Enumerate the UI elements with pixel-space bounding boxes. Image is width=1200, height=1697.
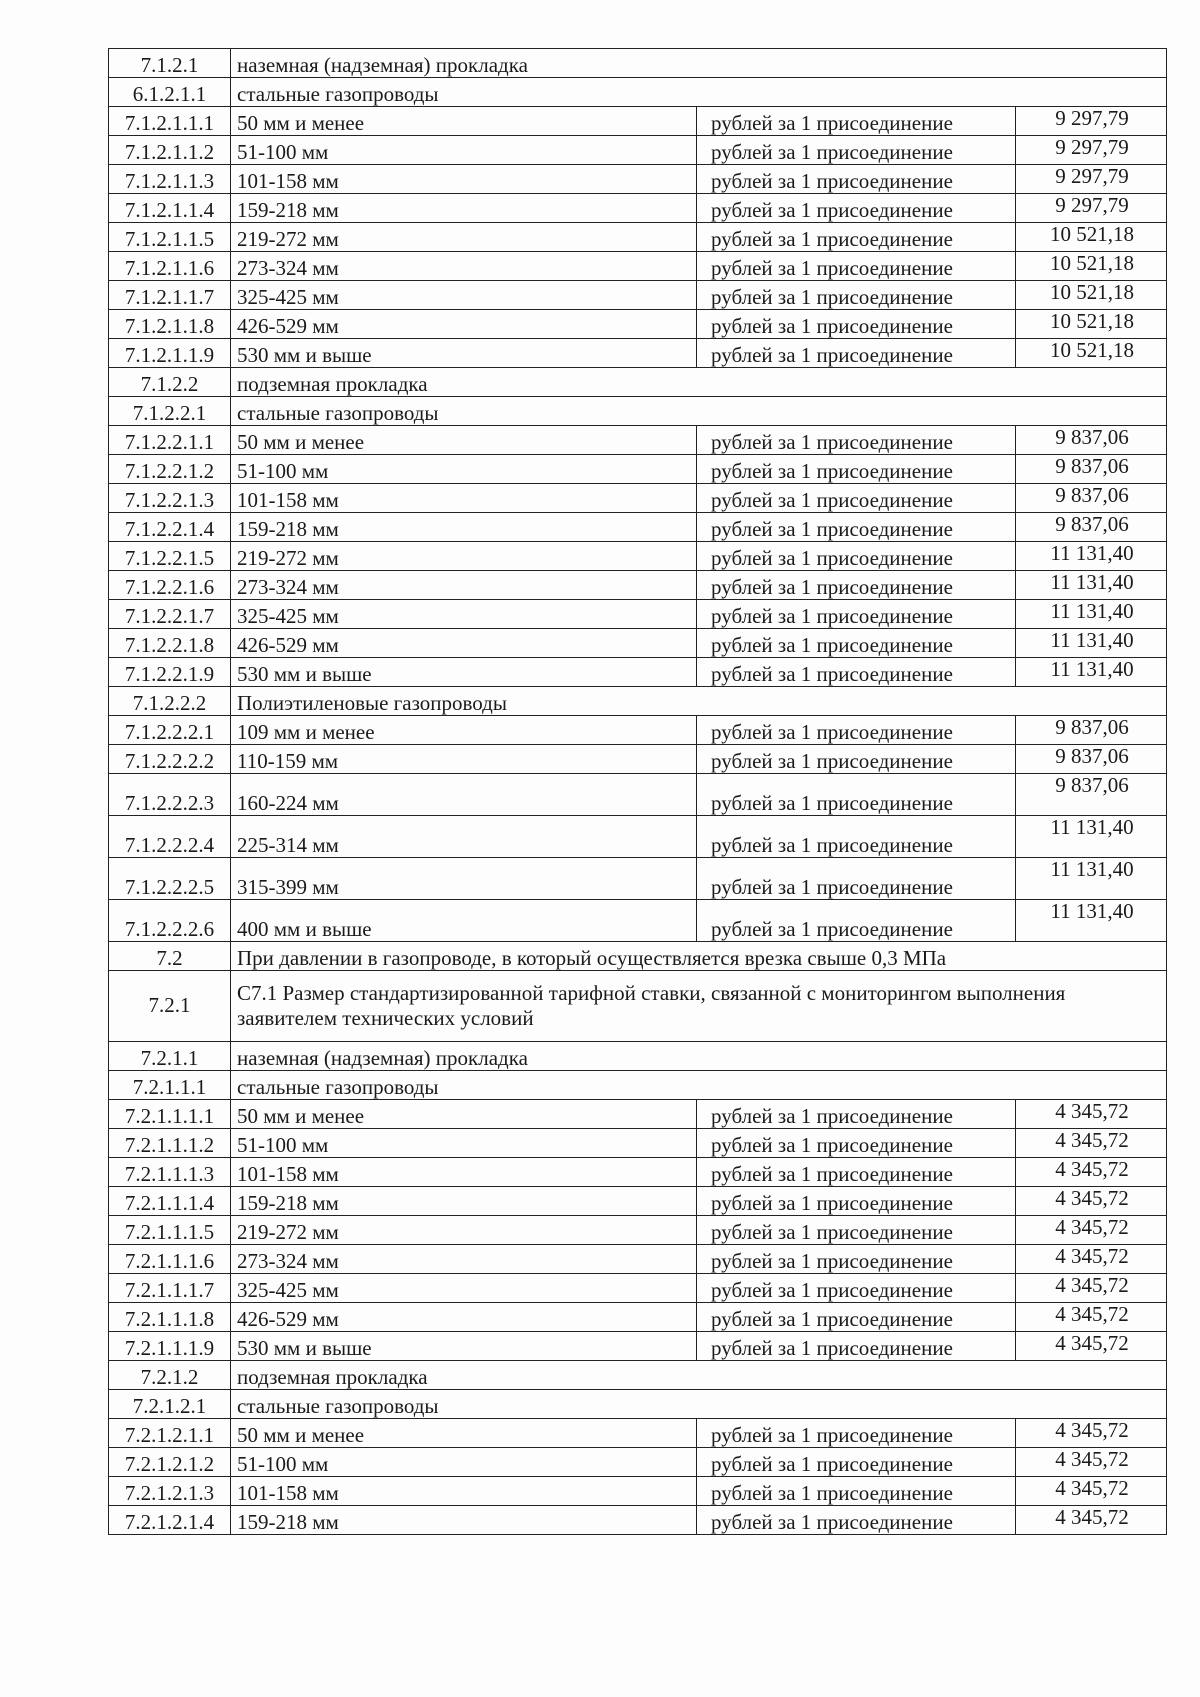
row-description: 101-158 мм [231, 1158, 697, 1187]
row-description: 225-314 мм [231, 816, 697, 858]
row-unit: рублей за 1 присоединение [697, 745, 1016, 774]
heading-row [109, 971, 1167, 1042]
table-row [109, 107, 1167, 136]
table-row [109, 455, 1167, 484]
table-row [109, 484, 1167, 513]
row-code: 7.2.1.1.1.8 [109, 1303, 231, 1332]
table-row [109, 1216, 1167, 1245]
row-description: 109 мм и менее [231, 716, 697, 745]
row-description: 50 мм и менее [231, 1419, 697, 1448]
row-code: 7.1.2.1.1.6 [109, 252, 231, 281]
row-description: 426-529 мм [231, 629, 697, 658]
row-code: 7.2.1.1.1.3 [109, 1158, 231, 1187]
section-title: Полиэтиленовые газопроводы [231, 687, 1167, 716]
row-code: 7.2.1.1.1.5 [109, 1216, 231, 1245]
row-description: 51-100 мм [231, 1129, 697, 1158]
row-value: 9 297,79 [1016, 107, 1167, 136]
row-value: 4 345,72 [1016, 1303, 1167, 1332]
row-unit: рублей за 1 присоединение [697, 629, 1016, 658]
row-unit: рублей за 1 присоединение [697, 1448, 1016, 1477]
row-code: 7.1.2.1.1.4 [109, 194, 231, 223]
row-value: 4 345,72 [1016, 1506, 1167, 1535]
table-row [109, 900, 1167, 942]
section-title: наземная (надземная) прокладка [231, 1042, 1167, 1071]
row-unit: рублей за 1 присоединение [697, 513, 1016, 542]
row-value: 11 131,40 [1016, 900, 1167, 942]
row-unit: рублей за 1 присоединение [697, 484, 1016, 513]
row-unit: рублей за 1 присоединение [697, 136, 1016, 165]
row-description: 315-399 мм [231, 858, 697, 900]
section-title: наземная (надземная) прокладка [231, 49, 1167, 78]
row-code: 7.2.1.1.1.6 [109, 1245, 231, 1274]
row-description: 325-425 мм [231, 1274, 697, 1303]
row-description: 273-324 мм [231, 571, 697, 600]
table-row [109, 1158, 1167, 1187]
row-unit: рублей за 1 присоединение [697, 1477, 1016, 1506]
row-code: 7.2.1.2.1.1 [109, 1419, 231, 1448]
row-code: 7.1.2.1.1.9 [109, 339, 231, 368]
row-code: 7.2.1.2.1.4 [109, 1506, 231, 1535]
tariff-table-body [109, 49, 1167, 1535]
row-value: 9 297,79 [1016, 165, 1167, 194]
row-unit: рублей за 1 присоединение [697, 1216, 1016, 1245]
row-unit: рублей за 1 присоединение [697, 571, 1016, 600]
table-row [109, 1129, 1167, 1158]
table-row [109, 1245, 1167, 1274]
tariff-table [108, 48, 1167, 1535]
table-row [109, 281, 1167, 310]
table-row [109, 774, 1167, 816]
section-title: подземная прокладка [231, 368, 1167, 397]
row-description: 426-529 мм [231, 310, 697, 339]
row-description: 101-158 мм [231, 1477, 697, 1506]
row-value: 4 345,72 [1016, 1158, 1167, 1187]
row-unit: рублей за 1 присоединение [697, 1274, 1016, 1303]
row-unit: рублей за 1 присоединение [697, 1187, 1016, 1216]
row-description: 50 мм и менее [231, 107, 697, 136]
row-value: 9 837,06 [1016, 774, 1167, 816]
row-description: 219-272 мм [231, 1216, 697, 1245]
section-code: 7.1.2.2.2 [109, 687, 231, 716]
row-unit: рублей за 1 присоединение [697, 223, 1016, 252]
row-unit: рублей за 1 присоединение [697, 858, 1016, 900]
row-unit: рублей за 1 присоединение [697, 774, 1016, 816]
row-code: 7.2.1.1.1.2 [109, 1129, 231, 1158]
row-unit: рублей за 1 присоединение [697, 1245, 1016, 1274]
row-code: 7.1.2.2.1.7 [109, 600, 231, 629]
table-row [109, 426, 1167, 455]
row-unit: рублей за 1 присоединение [697, 252, 1016, 281]
table-row [109, 571, 1167, 600]
row-code: 7.1.2.1.1.5 [109, 223, 231, 252]
row-value: 4 345,72 [1016, 1245, 1167, 1274]
row-unit: рублей за 1 присоединение [697, 600, 1016, 629]
row-value: 4 345,72 [1016, 1129, 1167, 1158]
row-value: 10 521,18 [1016, 339, 1167, 368]
row-unit: рублей за 1 присоединение [697, 339, 1016, 368]
section-row [109, 1361, 1167, 1390]
row-value: 11 131,40 [1016, 816, 1167, 858]
row-description: 219-272 мм [231, 223, 697, 252]
row-unit: рублей за 1 присоединение [697, 1129, 1016, 1158]
section-code: 7.2 [109, 942, 231, 971]
row-value: 11 131,40 [1016, 600, 1167, 629]
row-unit: рублей за 1 присоединение [697, 816, 1016, 858]
row-description: 530 мм и выше [231, 1332, 697, 1361]
row-value: 10 521,18 [1016, 223, 1167, 252]
row-code: 7.1.2.1.1.1 [109, 107, 231, 136]
table-row [109, 1332, 1167, 1361]
row-code: 7.1.2.1.1.7 [109, 281, 231, 310]
row-code: 7.1.2.2.1.8 [109, 629, 231, 658]
section-title: При давлении в газопроводе, в который осуществляется врезка свыше 0,3 МПа [231, 942, 1167, 971]
row-value: 10 521,18 [1016, 310, 1167, 339]
row-description: 219-272 мм [231, 542, 697, 571]
section-title: стальные газопроводы [231, 78, 1167, 107]
section-title: стальные газопроводы [231, 1390, 1167, 1419]
table-row [109, 223, 1167, 252]
row-value: 11 131,40 [1016, 858, 1167, 900]
row-unit: рублей за 1 присоединение [697, 1332, 1016, 1361]
row-description: 159-218 мм [231, 1187, 697, 1216]
row-value: 11 131,40 [1016, 658, 1167, 687]
row-unit: рублей за 1 присоединение [697, 542, 1016, 571]
row-description: 325-425 мм [231, 600, 697, 629]
row-unit: рублей за 1 присоединение [697, 1506, 1016, 1535]
row-unit: рублей за 1 присоединение [697, 716, 1016, 745]
section-row [109, 687, 1167, 716]
section-title: С7.1 Размер стандартизированной тарифной ставки, связанной с мониторингом выполнения заявителем технических условий [231, 971, 1167, 1042]
row-code: 7.1.2.2.1.9 [109, 658, 231, 687]
row-value: 9 297,79 [1016, 136, 1167, 165]
table-row [109, 1303, 1167, 1332]
section-code: 7.1.2.2.1 [109, 397, 231, 426]
table-row [109, 252, 1167, 281]
row-code: 7.1.2.2.1.6 [109, 571, 231, 600]
row-unit: рублей за 1 присоединение [697, 281, 1016, 310]
row-description: 160-224 мм [231, 774, 697, 816]
row-unit: рублей за 1 присоединение [697, 107, 1016, 136]
row-description: 110-159 мм [231, 745, 697, 774]
table-row [109, 1274, 1167, 1303]
section-row [109, 1071, 1167, 1100]
row-code: 7.2.1.1.1.7 [109, 1274, 231, 1303]
table-row [109, 310, 1167, 339]
row-value: 11 131,40 [1016, 571, 1167, 600]
row-value: 10 521,18 [1016, 281, 1167, 310]
table-row [109, 136, 1167, 165]
row-description: 273-324 мм [231, 252, 697, 281]
row-description: 50 мм и менее [231, 426, 697, 455]
table-row [109, 194, 1167, 223]
section-title: подземная прокладка [231, 1361, 1167, 1390]
row-value: 9 297,79 [1016, 194, 1167, 223]
row-code: 7.2.1.1.1.4 [109, 1187, 231, 1216]
table-row [109, 165, 1167, 194]
row-unit: рублей за 1 присоединение [697, 900, 1016, 942]
row-value: 10 521,18 [1016, 252, 1167, 281]
row-code: 7.2.1.1.1.9 [109, 1332, 231, 1361]
row-code: 7.1.2.1.1.3 [109, 165, 231, 194]
row-code: 7.1.2.1.1.8 [109, 310, 231, 339]
row-value: 4 345,72 [1016, 1274, 1167, 1303]
table-row [109, 745, 1167, 774]
row-unit: рублей за 1 присоединение [697, 1303, 1016, 1332]
section-row [109, 49, 1167, 78]
row-description: 50 мм и менее [231, 1100, 697, 1129]
row-description: 159-218 мм [231, 513, 697, 542]
section-code: 6.1.2.1.1 [109, 78, 231, 107]
row-description: 273-324 мм [231, 1245, 697, 1274]
row-value: 9 837,06 [1016, 455, 1167, 484]
section-row [109, 78, 1167, 107]
section-code: 7.1.2.1 [109, 49, 231, 78]
table-row [109, 858, 1167, 900]
table-row [109, 716, 1167, 745]
row-value: 4 345,72 [1016, 1419, 1167, 1448]
section-code: 7.1.2.2 [109, 368, 231, 397]
row-code: 7.1.2.2.1.1 [109, 426, 231, 455]
row-unit: рублей за 1 присоединение [697, 1100, 1016, 1129]
row-code: 7.1.2.2.1.5 [109, 542, 231, 571]
section-title: стальные газопроводы [231, 397, 1167, 426]
row-description: 101-158 мм [231, 484, 697, 513]
row-value: 9 837,06 [1016, 716, 1167, 745]
row-unit: рублей за 1 присоединение [697, 1158, 1016, 1187]
section-row [109, 397, 1167, 426]
row-code: 7.2.1.1.1.1 [109, 1100, 231, 1129]
row-unit: рублей за 1 присоединение [697, 165, 1016, 194]
section-title: стальные газопроводы [231, 1071, 1167, 1100]
table-row [109, 1187, 1167, 1216]
table-row [109, 1419, 1167, 1448]
row-description: 51-100 мм [231, 1448, 697, 1477]
row-description: 51-100 мм [231, 136, 697, 165]
section-code: 7.2.1.1 [109, 1042, 231, 1071]
row-description: 159-218 мм [231, 1506, 697, 1535]
row-value: 4 345,72 [1016, 1216, 1167, 1245]
row-description: 400 мм и выше [231, 900, 697, 942]
row-code: 7.2.1.2.1.2 [109, 1448, 231, 1477]
table-row [109, 629, 1167, 658]
row-description: 159-218 мм [231, 194, 697, 223]
row-unit: рублей за 1 присоединение [697, 194, 1016, 223]
section-code: 7.2.1.2 [109, 1361, 231, 1390]
row-value: 11 131,40 [1016, 629, 1167, 658]
row-value: 4 345,72 [1016, 1332, 1167, 1361]
row-code: 7.1.2.2.2.4 [109, 816, 231, 858]
section-row [109, 942, 1167, 971]
row-code: 7.1.2.2.2.1 [109, 716, 231, 745]
table-row [109, 339, 1167, 368]
table-row [109, 1506, 1167, 1535]
row-value: 4 345,72 [1016, 1100, 1167, 1129]
row-code: 7.1.2.2.1.4 [109, 513, 231, 542]
row-code: 7.1.2.2.2.2 [109, 745, 231, 774]
row-value: 9 837,06 [1016, 426, 1167, 455]
table-row [109, 1448, 1167, 1477]
row-description: 101-158 мм [231, 165, 697, 194]
row-code: 7.2.1.2.1.3 [109, 1477, 231, 1506]
row-value: 9 837,06 [1016, 513, 1167, 542]
table-row [109, 542, 1167, 571]
table-row [109, 513, 1167, 542]
row-value: 4 345,72 [1016, 1477, 1167, 1506]
row-unit: рублей за 1 присоединение [697, 1419, 1016, 1448]
row-description: 325-425 мм [231, 281, 697, 310]
table-row [109, 816, 1167, 858]
row-code: 7.1.2.2.2.6 [109, 900, 231, 942]
row-description: 530 мм и выше [231, 658, 697, 687]
table-row [109, 1100, 1167, 1129]
row-value: 9 837,06 [1016, 745, 1167, 774]
row-description: 426-529 мм [231, 1303, 697, 1332]
row-code: 7.1.2.1.1.2 [109, 136, 231, 165]
row-value: 4 345,72 [1016, 1448, 1167, 1477]
section-code: 7.2.1.1.1 [109, 1071, 231, 1100]
section-code: 7.2.1 [109, 971, 231, 1042]
row-value: 11 131,40 [1016, 542, 1167, 571]
row-description: 530 мм и выше [231, 339, 697, 368]
row-value: 4 345,72 [1016, 1187, 1167, 1216]
row-description: 51-100 мм [231, 455, 697, 484]
table-row [109, 658, 1167, 687]
row-unit: рублей за 1 присоединение [697, 658, 1016, 687]
row-unit: рублей за 1 присоединение [697, 426, 1016, 455]
section-row [109, 1390, 1167, 1419]
row-unit: рублей за 1 присоединение [697, 455, 1016, 484]
row-code: 7.1.2.2.2.5 [109, 858, 231, 900]
row-code: 7.1.2.2.1.3 [109, 484, 231, 513]
section-row [109, 1042, 1167, 1071]
row-value: 9 837,06 [1016, 484, 1167, 513]
row-code: 7.1.2.2.1.2 [109, 455, 231, 484]
row-code: 7.1.2.2.2.3 [109, 774, 231, 816]
row-unit: рублей за 1 присоединение [697, 310, 1016, 339]
section-code: 7.2.1.2.1 [109, 1390, 231, 1419]
table-row [109, 1477, 1167, 1506]
table-row [109, 600, 1167, 629]
section-row [109, 368, 1167, 397]
